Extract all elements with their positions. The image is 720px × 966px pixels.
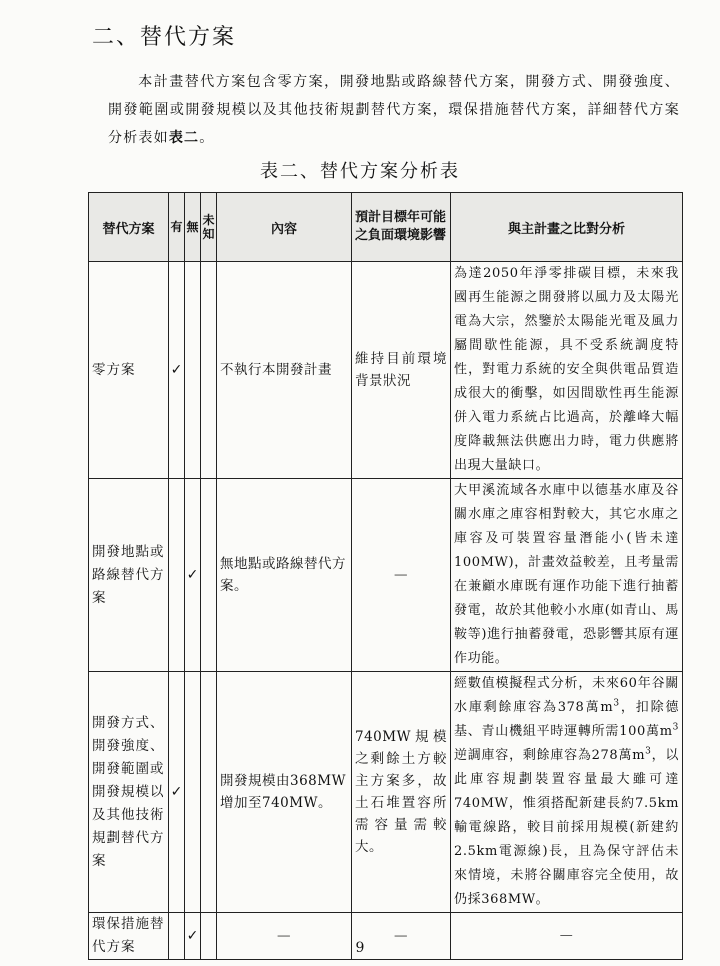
check-icon: ✓ xyxy=(170,362,183,378)
row-compare xyxy=(451,672,683,913)
row-alt: 零方案 xyxy=(89,262,169,479)
row-impact: — xyxy=(352,913,451,960)
header-impact: 預計目標年可能之負面環境影響 xyxy=(352,193,451,262)
table-row xyxy=(89,672,683,913)
header-no: 無 xyxy=(185,193,201,262)
row-alt: 環保措施替代方案 xyxy=(89,913,169,960)
check-icon: ✓ xyxy=(170,784,183,800)
row-compare: 為達2050年淨零排碳目標，未來我國再生能源之開發將以風力及太陽光電為大宗，然鑒於太陽能光電及風力屬間歇性能源，具不受系統調度特性，對電力系統的安全與供電品質造成很大的衝擊，如因間歇性再生能源併入電力系統占比過高，於離峰大幅度降載無法供應出力時，電力供應將出現大量缺口。 xyxy=(451,262,683,479)
header-unknown: 未知 xyxy=(201,193,217,262)
alternatives-table xyxy=(88,192,683,960)
table-title: 表二、替代方案分析表 xyxy=(260,161,460,182)
mark-unknown-cell xyxy=(201,672,217,913)
check-icon: ✓ xyxy=(186,928,199,944)
row-impact: 維持目前環境背景狀況 xyxy=(352,262,451,479)
section-heading: 二、替代方案 xyxy=(92,25,237,50)
header-yes: 有 xyxy=(169,193,185,262)
superscript-3: 3 xyxy=(672,722,679,733)
row-impact: — xyxy=(352,479,451,672)
mark-unknown-cell xyxy=(201,262,217,479)
table-row xyxy=(89,479,683,672)
header-compare: 與主計畫之比對分析 xyxy=(451,193,683,262)
check-icon: ✓ xyxy=(186,567,199,583)
superscript-3: 3 xyxy=(613,698,620,709)
mark-no-cell xyxy=(185,262,201,479)
row-content: 開發規模由368MW增加至740MW。 xyxy=(217,672,352,913)
intro-text: 本計畫替代方案包含零方案，開發地點或路線替代方案，開發方式、開發強度、開發範圍或開發規模以及其他技術規劃替代方案，環保措施替代方案，詳細替代方案分析表如 xyxy=(108,74,680,146)
mark-no-cell xyxy=(185,672,201,913)
row-content: 不執行本開發計畫 xyxy=(217,262,352,479)
row-alt: 開發方式、開發強度、開發範圍或開發規模以及其他技術規劃替代方案 xyxy=(89,672,169,913)
mark-yes-cell xyxy=(169,479,185,672)
page-number: 9 xyxy=(355,940,365,956)
row-compare: 大甲溪流域各水庫中以德基水庫及谷關水庫之庫容相對較大，其它水庫之庫容及可裝置容量潛能小(皆未達100MW)，計畫效益較差，且考量需在兼顧水庫既有運作功能下進行抽蓄發電，故於其他較小水庫(如青山、馬鞍等)進行抽蓄發電，恐影響其原有運作功能。 xyxy=(451,479,683,672)
mark-no-cell xyxy=(185,479,201,672)
row-content: 無地點或路線替代方案。 xyxy=(217,479,352,672)
row-content: — xyxy=(217,913,352,960)
compare-text-4: ，以此庫容規劃裝置容量最大雖可達740MW，惟須搭配新建長約7.5km輸電線路，較目前採用規模(新建約2.5km電源線)長，且為保守評估未來情境，未將谷關庫容完全使用，故仍採368MW。 xyxy=(454,748,680,907)
intro-paragraph xyxy=(108,68,680,152)
mark-yes-cell xyxy=(169,262,185,479)
row-impact: 740MW規模之剩餘土方較主方案多，故土石堆置容所需容量需較大。 xyxy=(352,672,451,913)
mark-yes-cell xyxy=(169,672,185,913)
intro-end: 。 xyxy=(199,130,215,146)
mark-unknown-cell xyxy=(201,479,217,672)
compare-text-1: 經數值模擬程式分析，未來60年谷關水庫剩餘庫容為378萬m xyxy=(454,676,679,715)
table-header-row xyxy=(89,193,683,262)
compare-text-2: ，扣除德基、青山機組平時運轉所需100萬m xyxy=(454,700,680,739)
row-alt: 開發地點或路線替代方案 xyxy=(89,479,169,672)
header-alt: 替代方案 xyxy=(89,193,169,262)
header-content: 內容 xyxy=(217,193,352,262)
intro-table-ref: 表二 xyxy=(168,130,200,146)
table-row xyxy=(89,262,683,479)
row-compare: — xyxy=(451,913,683,960)
superscript-3: 3 xyxy=(645,746,652,757)
compare-text-3: 逆調庫容，剩餘庫容為278萬m xyxy=(454,748,646,763)
